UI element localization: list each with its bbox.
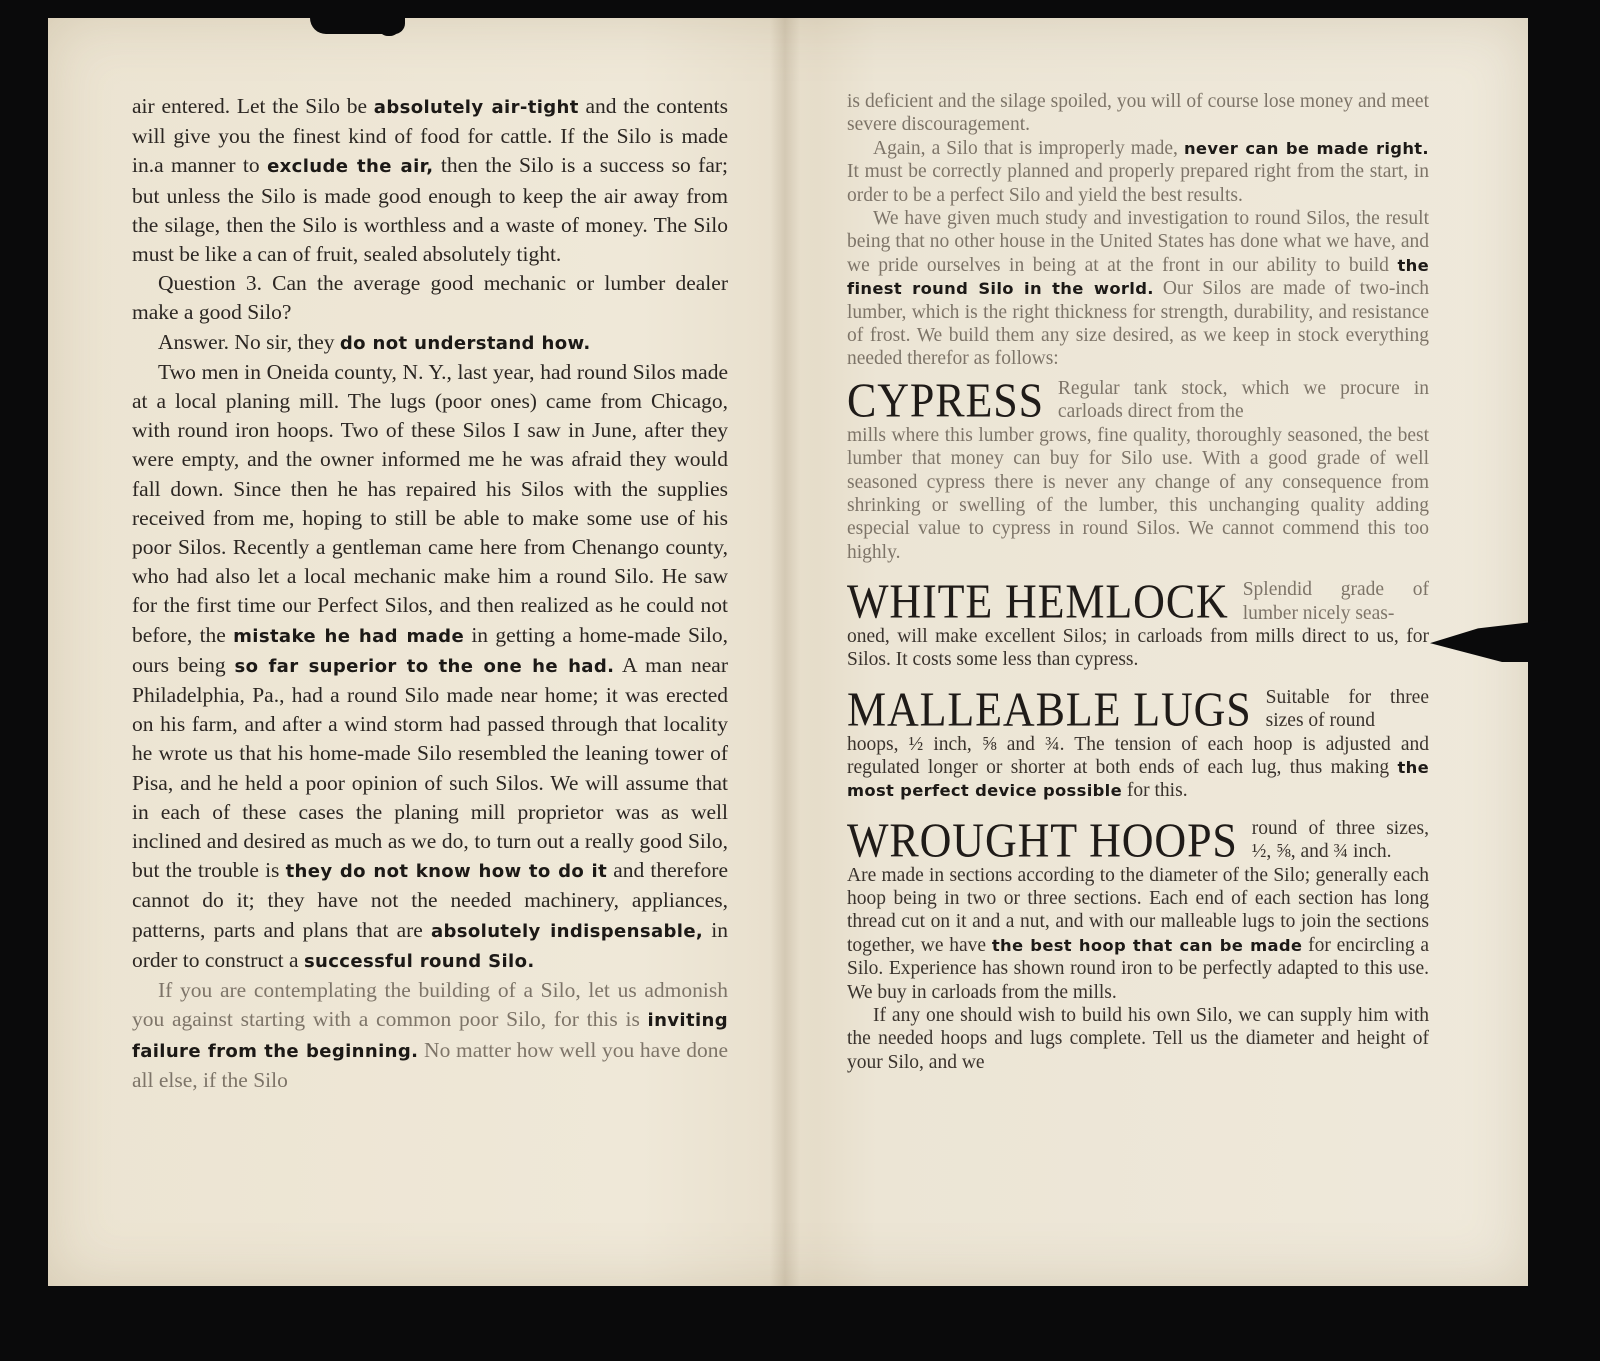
hoops-section: [847, 813, 1429, 868]
cypress-body: mills where this lumber grows, fine quality, thoroughly seasoned, the best lumber that money can buy for Silo use. With a good grade of well seasoned cypress there is never any change of any consequence from shrinking or swelling of the lumber, this unchanging quality adding especial value to cypress in round Silos. We cannot commend this too highly.: [847, 424, 1429, 563]
lugs-body: [847, 733, 1429, 803]
bold-phrase: inviting failure from the beginning.: [132, 1010, 728, 1062]
hoops-body: [847, 864, 1429, 1004]
hemlock-body: oned, will make excellent Silos; in carloads from mills direct to us, for Silos. It costs some less than cypress.: [847, 625, 1429, 671]
bold-phrase: the best hoop that can be made: [991, 935, 1303, 955]
left-paragraph-2: [132, 358, 728, 976]
right-paragraph-1: is deficient and the silage spoiled, you will of course lose money and meet severe discouragement.: [847, 91, 1429, 136]
text-run: air entered. Let the Silo be: [132, 94, 374, 118]
bold-phrase: absolutely air-tight: [373, 97, 579, 118]
bold-phrase: the most perfect device possible: [847, 757, 1429, 801]
right-paragraph-3: [847, 207, 1429, 371]
torn-edge-top-notch: [378, 18, 400, 36]
text-run: in order to construct a: [132, 917, 729, 972]
text-run: and therefore cannot do it; they have not the needed machinery, appliances, patterns, parts and plans that are: [132, 858, 728, 942]
left-page-column: [132, 92, 728, 1095]
text-run: If you are contemplating the building of a Silo, let us admonish you against starting with a common poor Silo, for this is: [132, 978, 728, 1032]
lugs-side-text: Suitable for three sizes of round: [1265, 686, 1429, 732]
text-run: in getting a home-made Silo, ours being: [132, 622, 728, 677]
hemlock-heading: WHITE HEMLOCK: [847, 574, 1229, 629]
left-paragraph-3: [132, 976, 728, 1095]
bold-phrase: they do not know how to do it: [285, 861, 608, 883]
cypress-heading: CYPRESS: [847, 373, 1044, 428]
text-run: Again, a Silo that is improperly made,: [873, 137, 1184, 159]
bold-phrase: so far superior to the one he had.: [234, 655, 615, 677]
bold-phrase: absolutely indispensable,: [430, 920, 704, 942]
text-run: for encircling a Silo. Experience has shown round iron to be perfectly adapted to this use. We buy in carloads from the mills.: [847, 934, 1429, 1003]
text-run: then the Silo is a success so far; but unless the Silo is made good enough to keep the air away from the silage, then the Silo is worthless and a waste of money. The Silo must be like a can of fruit, sealed absolutely tight.: [132, 153, 728, 267]
right-final-paragraph: If any one should wish to build his own Silo, we can supply him with the needed hoops and lugs complete. Tell us the diameter and height of your Silo, and we: [847, 1005, 1429, 1073]
hoops-side-text: round of three sizes, ½, ⅝, and ¾ inch.: [1251, 817, 1429, 863]
bold-phrase: do not understand how.: [339, 332, 591, 354]
text-run: No matter how well you have done all else, if the Silo: [132, 1037, 728, 1092]
text-run: hoops, ½ inch, ⅝ and ¾. The tension of each hoop is adjusted and regulated longer or shorter at both ends of each lug, thus making: [847, 733, 1429, 778]
hemlock-side-text: Splendid grade of lumber nicely seas-: [1242, 579, 1429, 624]
right-page-column: [847, 90, 1429, 1074]
bold-phrase: mistake he had made: [233, 625, 465, 647]
right-paragraph-2: [847, 137, 1429, 207]
hoops-heading: WROUGHT HOOPS: [847, 813, 1238, 868]
text-run: A man near Philadelphia, Pa., had a round Silo made near home; it was erected on his farm, and after a wind storm had passed through that locality he wrote us that his home-made Silo resembled the leaning tower of Pisa, and he held a poor opinion of such Silos. We will assume that in each of these cases the planing mill proprietor was as well inclined and desired as much as we do, to turn out a really good Silo, but the trouble is: [132, 652, 729, 883]
bold-phrase: exclude the air,: [267, 156, 434, 178]
text-run: Two men in Oneida county, N. Y., last year, had round Silos made at a local planing mill. The lugs (poor ones) came from Chicago, with round iron hoops. Two of these Silos I saw in June, after they were empty, and the owner informed me he was afraid they would fall down. Since then he has repaired his Silos with the supplies received from me, hoping to still be able to make some use of his poor Silos. Recently a gentleman came here from Chenango county, who had also let a local mechanic make him a round Silo. He saw for the first time our Perfect Silos, and then realized as he could not before, the: [132, 359, 728, 647]
bold-phrase: the finest round Silo in the world.: [847, 255, 1429, 299]
left-paragraph-1: [132, 92, 728, 269]
lugs-heading: MALLEABLE LUGS: [847, 682, 1252, 737]
text-run: We have given much study and investigation to round Silos, the result being that no other house in the United States has done what we have, and we pride ourselves in being at at the front in our ability to build: [847, 208, 1429, 276]
text-run: and the contents will give you the finest kind of food for cattle. If the Silo is made in.a manner to: [132, 94, 728, 178]
answer-3: [132, 328, 728, 358]
cypress-side-text: Regular tank stock, which we procure in carloads direct from the: [1057, 377, 1429, 423]
cypress-section: [847, 373, 1429, 428]
text-run: for this.: [1122, 780, 1188, 802]
lugs-section: [847, 682, 1429, 737]
text-run: Are made in sections according to the diameter of the Silo; generally each hoop being in two or three sections. Each end of each section has long thread cut on it and a nut, and with our malleable lugs to join the sections together, we have: [847, 864, 1429, 956]
text-run: Answer. No sir, they: [158, 329, 340, 354]
question-3: Question 3. Can the average good mechanic or lumber dealer make a good Silo?: [132, 271, 728, 325]
bold-phrase: never can be made right.: [1183, 138, 1429, 158]
hemlock-section: [847, 574, 1429, 629]
text-run: Our Silos are made of two-inch lumber, which is the right thickness for strength, durability, and resistance of frost. We build them any size desired, as we keep in stock everything needed therefor as follows:: [847, 278, 1429, 370]
text-run: It must be correctly planned and properly prepared right from the start, in order to be a perfect Silo and yield the best results.: [847, 161, 1429, 206]
page-fold: [770, 18, 800, 1286]
bold-phrase: successful round Silo.: [303, 950, 535, 972]
